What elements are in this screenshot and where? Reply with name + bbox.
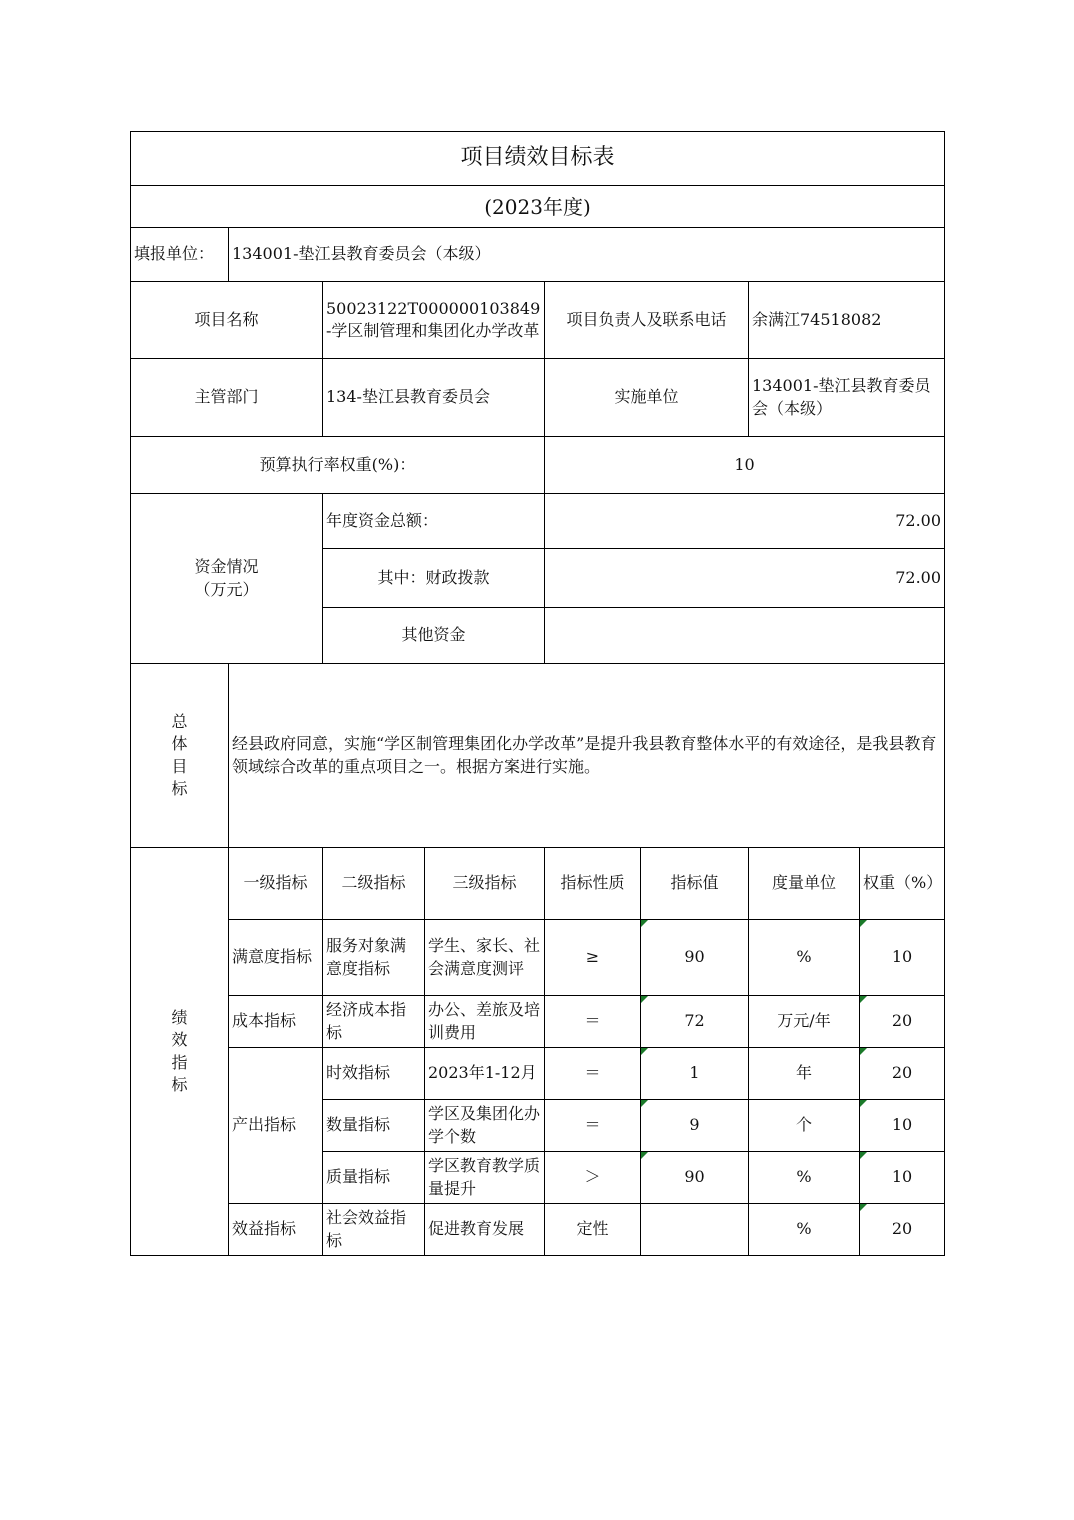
row2-nature: ＝ [545, 996, 641, 1048]
header-nature: 指标性质 [545, 848, 641, 920]
row3-unit: 年 [749, 1048, 860, 1100]
header-l3: 三级指标 [425, 848, 545, 920]
row4-weight: 10 [860, 1100, 945, 1152]
row3-l1: 产出指标 [229, 1048, 323, 1204]
table-title: 项目绩效目标表 [131, 132, 945, 186]
row4-l2: 数量指标 [323, 1100, 425, 1152]
project-name-label: 项目名称 [131, 282, 323, 359]
row4-nature: ＝ [545, 1100, 641, 1152]
row1-nature: ≥ [545, 920, 641, 996]
funds-fiscal-label: 其中：财政拨款 [323, 549, 545, 608]
row4-unit: 个 [749, 1100, 860, 1152]
dept-label: 主管部门 [131, 359, 323, 437]
funds-other-value [545, 608, 945, 664]
filler-label: 填报单位： [131, 228, 229, 282]
row2-l2: 经济成本指标 [323, 996, 425, 1048]
unit-value: 134001-垫江县教育委员会（本级） [749, 359, 945, 437]
row5-l3: 学区教育教学质量提升 [425, 1152, 545, 1204]
row6-weight: 20 [860, 1204, 945, 1256]
perf-label [131, 848, 229, 1256]
performance-target-table [130, 131, 945, 1256]
header-weight: 权重（%） [860, 848, 945, 920]
project-leader-label: 项目负责人及联系电话 [545, 282, 749, 359]
goal-label [131, 664, 229, 848]
budget-weight-label: 预算执行率权重(%)： [131, 437, 545, 494]
header-l1: 一级指标 [229, 848, 323, 920]
row2-unit: 万元/年 [749, 996, 860, 1048]
row3-l2: 时效指标 [323, 1048, 425, 1100]
goal-label-text: 总 体 目 标 [171, 711, 188, 798]
row1-value: 90 [641, 920, 749, 996]
row3-weight: 20 [860, 1048, 945, 1100]
row1-l2: 服务对象满意度指标 [323, 920, 425, 996]
funds-total-value: 72.00 [545, 494, 945, 549]
perf-label-text: 绩 效 指 标 [171, 1007, 188, 1094]
header-value: 指标值 [641, 848, 749, 920]
row5-l2: 质量指标 [323, 1152, 425, 1204]
row6-l1: 效益指标 [229, 1204, 323, 1256]
goal-text: 经县政府同意，实施“学区制管理集团化办学改革”是提升我县教育整体水平的有效途径，是我县教育领域综合改革的重点项目之一。根据方案进行实施。 [229, 664, 945, 848]
funds-total-label: 年度资金总额： [323, 494, 545, 549]
header-unit: 度量单位 [749, 848, 860, 920]
row1-l1: 满意度指标 [229, 920, 323, 996]
row1-l3: 学生、家长、社会满意度测评 [425, 920, 545, 996]
row3-nature: ＝ [545, 1048, 641, 1100]
budget-weight-value: 10 [545, 437, 945, 494]
filler-value: 134001-垫江县教育委员会（本级） [229, 228, 945, 282]
row3-l3: 2023年1-12月 [425, 1048, 545, 1100]
row3-value: 1 [641, 1048, 749, 1100]
row1-weight: 10 [860, 920, 945, 996]
row1-unit: % [749, 920, 860, 996]
row6-l2: 社会效益指标 [323, 1204, 425, 1256]
row2-l1: 成本指标 [229, 996, 323, 1048]
funds-other-label: 其他资金 [323, 608, 545, 664]
funds-fiscal-value: 72.00 [545, 549, 945, 608]
row5-weight: 10 [860, 1152, 945, 1204]
row2-weight: 20 [860, 996, 945, 1048]
table-year: (2023年度) [131, 186, 945, 228]
row2-value: 72 [641, 996, 749, 1048]
funds-label [131, 494, 323, 664]
project-name-value: 50023122T000000103849-学区制管理和集团化办学改革 [323, 282, 545, 359]
unit-label: 实施单位 [545, 359, 749, 437]
row5-value: 90 [641, 1152, 749, 1204]
row2-l3: 办公、差旅及培训费用 [425, 996, 545, 1048]
row5-unit: % [749, 1152, 860, 1204]
header-l2: 二级指标 [323, 848, 425, 920]
row6-value [641, 1204, 749, 1256]
dept-value: 134-垫江县教育委员会 [323, 359, 545, 437]
row6-unit: % [749, 1204, 860, 1256]
row6-nature: 定性 [545, 1204, 641, 1256]
funds-label-text: 资金情况 （万元） [194, 557, 259, 599]
row6-l3: 促进教育发展 [425, 1204, 545, 1256]
project-leader-value: 余满江74518082 [749, 282, 945, 359]
row5-nature: ＞ [545, 1152, 641, 1204]
row4-value: 9 [641, 1100, 749, 1152]
row4-l3: 学区及集团化办学个数 [425, 1100, 545, 1152]
